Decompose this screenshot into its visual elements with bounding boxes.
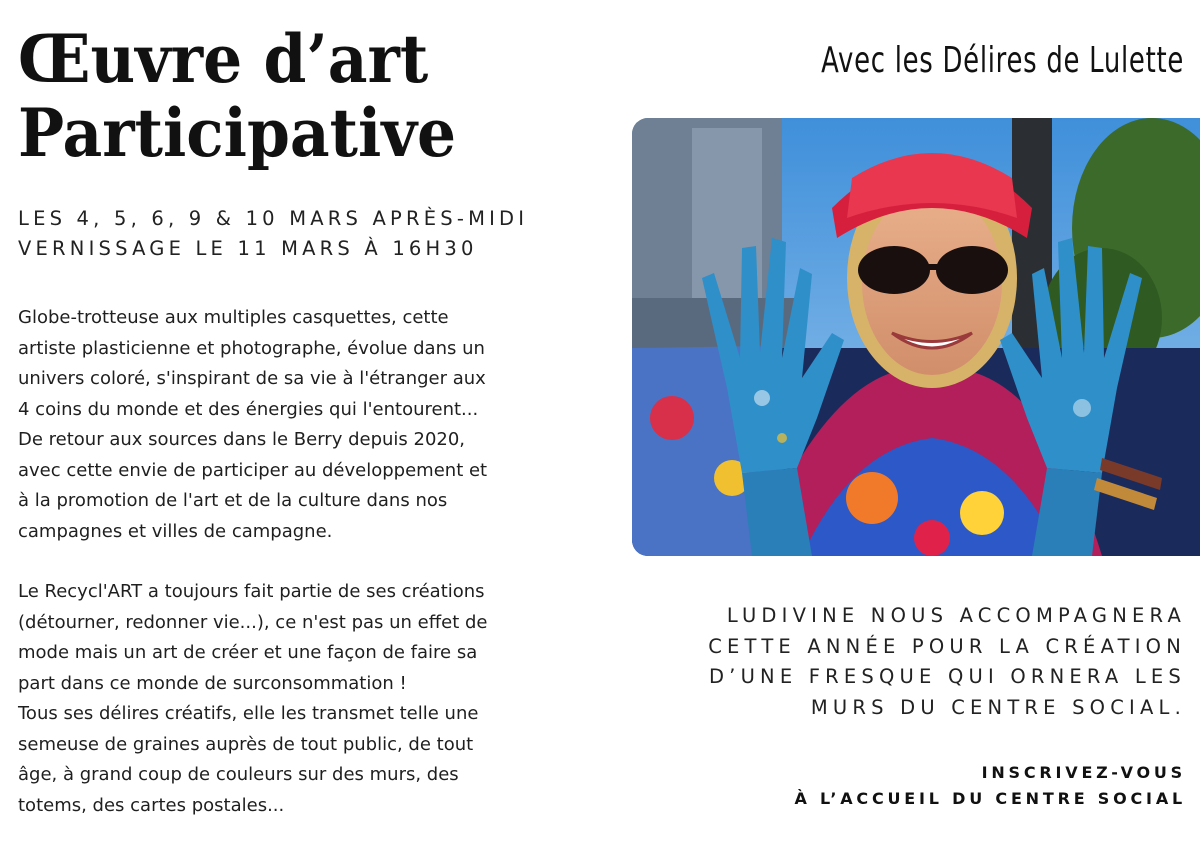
poster-title (18, 22, 456, 170)
accompany-line-3: D’UNE FRESQUE QUI ORNERA LES (708, 665, 1186, 688)
event-dates (18, 204, 528, 264)
bio-line: Le Recycl'ART a toujours fait partie de ses créations (18, 581, 485, 602)
accompany-line-1: LUDIVINE NOUS ACCOMPAGNERA (726, 604, 1186, 627)
bio-line: Tous ses délires créatifs, elle les transmet telle une (18, 703, 479, 724)
subtitle: Avec les Délires de Lulette (821, 40, 1184, 81)
dates-line-2: VERNISSAGE LE 11 MARS À 16H30 (18, 237, 478, 260)
bio-line: artiste plasticienne et photographe, évolue dans un (18, 337, 485, 359)
accompany-line-4: MURS DU CENTRE SOCIAL. (810, 695, 1186, 719)
cta-line-2: À L’ACCUEIL DU CENTRE SOCIAL (794, 789, 1186, 808)
bio-line: De retour aux sources dans le Berry depuis 2020, (18, 429, 466, 450)
registration-call-to-action (795, 760, 1187, 812)
bio-line: avec cette envie de participer au développement et (18, 459, 488, 481)
bio-line: Globe-trotteuse aux multiples casquettes, cette (18, 307, 449, 328)
bio-line: (détourner, redonner vie...), ce n'est pas un effet de (18, 611, 488, 633)
bio-line: à la promotion de l'art et de la culture dans nos (18, 490, 448, 511)
artist-photo-illustration (632, 118, 1200, 556)
artist-bio (18, 303, 618, 821)
title-line-1: Œuvre d’art (18, 20, 429, 98)
title-line-2: Participative (18, 94, 457, 172)
bio-line: âge, à grand coup de couleurs sur des murs, des (18, 764, 459, 785)
bio-line: 4 coins du monde et des énergies qui l'entourent... (18, 398, 479, 420)
bio-line: mode mais un art de créer et une façon de faire sa (18, 642, 478, 663)
bio-line: part dans ce monde de surconsommation ! (18, 672, 407, 694)
bio-line: univers coloré, s'inspirant de sa vie à l'étranger aux (18, 368, 486, 389)
accompany-text (708, 601, 1186, 723)
bio-line: totems, des cartes postales... (18, 794, 285, 816)
artist-photo (632, 118, 1200, 556)
bio-line: semeuse de graines auprès de tout public, de tout (18, 733, 474, 755)
dates-line-1: LES 4, 5, 6, 9 & 10 MARS APRÈS-MIDI (18, 207, 529, 230)
bio-line: campagnes et villes de campagne. (18, 520, 333, 542)
cta-line-1: INSCRIVEZ-VOUS (981, 763, 1186, 782)
accompany-line-2: CETTE ANNÉE POUR LA CRÉATION (708, 634, 1186, 658)
